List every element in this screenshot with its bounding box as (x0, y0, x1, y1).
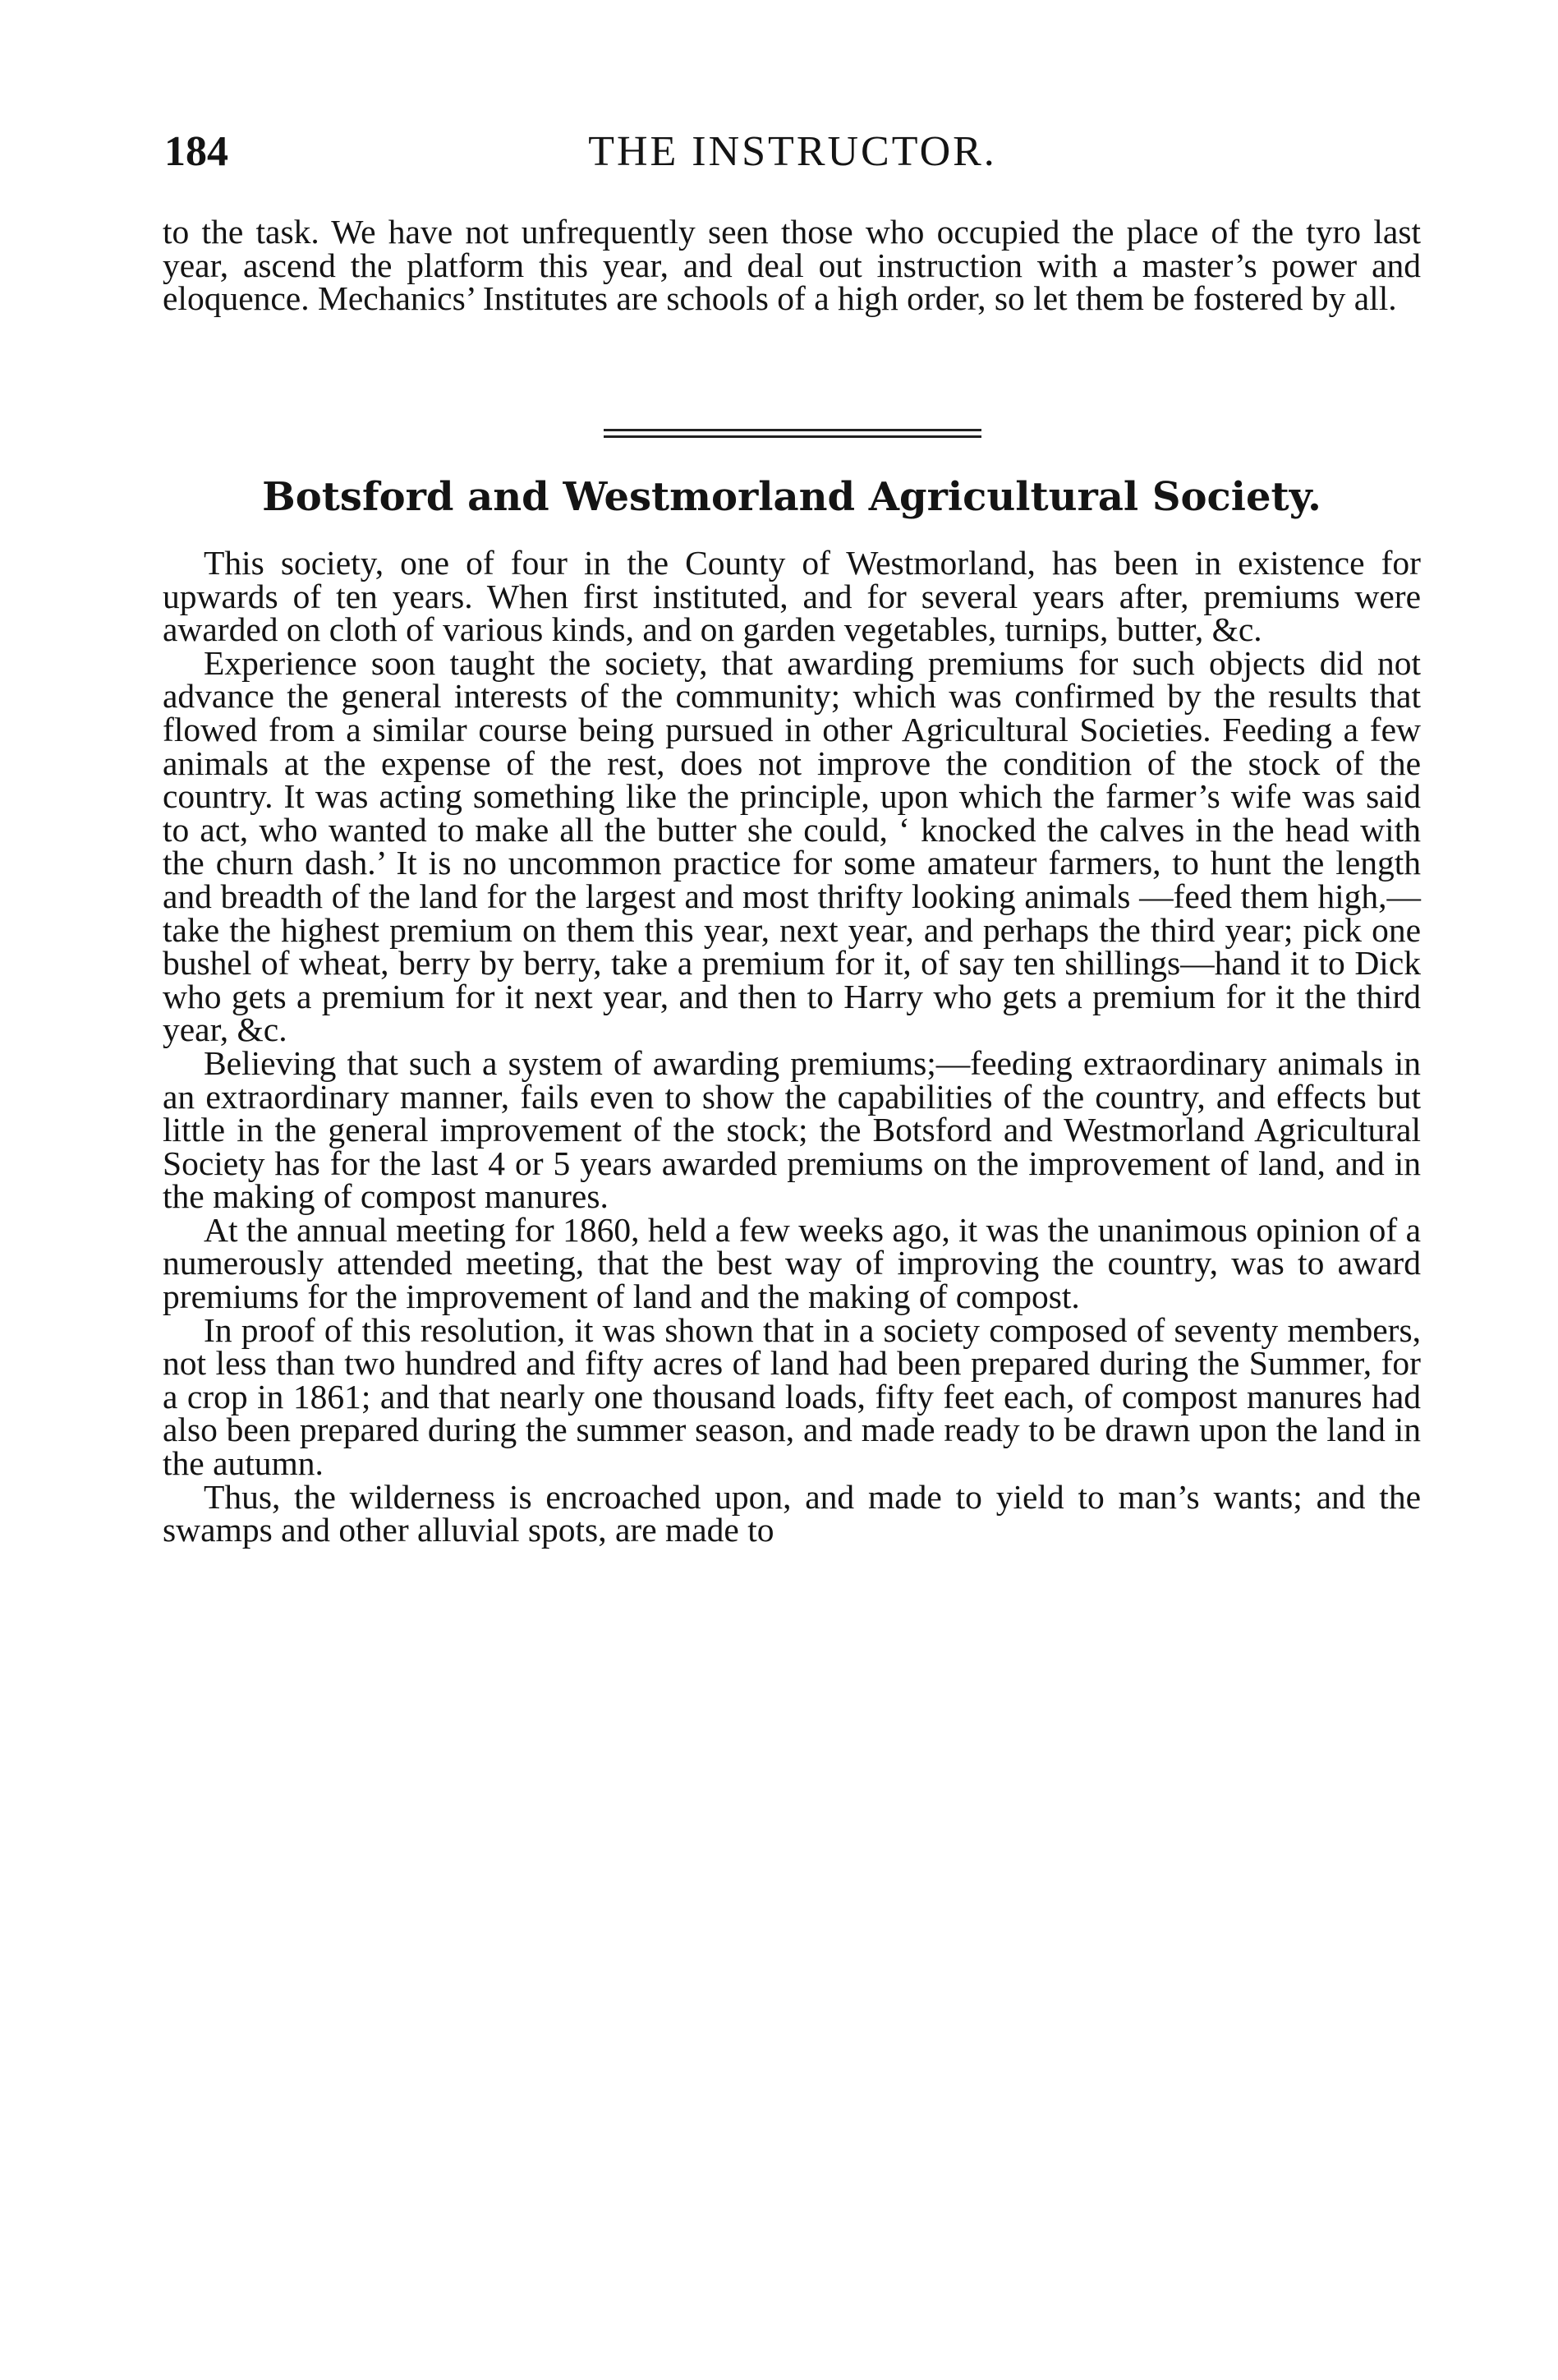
section-divider-bottom (604, 435, 981, 438)
article-paragraph: Believing that such a system of awarding premiums;—feeding extraordinary animals in an extraordinary manner, fails even to show the capabilities of the country, and effects but little in the general improvement of the stock; the Botsford and Westmorland Agricultural Society has for the last 4 or 5 years awarded premiums on the improvement of land, and in the making of compost manures. (163, 1043, 1421, 1216)
section-divider-top (604, 429, 981, 431)
page-header (164, 123, 1421, 181)
article-paragraph: At the annual meeting for 1860, held a few weeks ago, it was the unanimous opinion of a numerously attended meeting, that the best way of improving the country, was to award premiums for the improvement of land and the making of compost. (163, 1210, 1421, 1316)
page-number: 184 (164, 128, 228, 175)
article-paragraph: In proof of this resolution, it was shown that in a society composed of seventy members, not less than two hundred and fifty acres of land had been prepared during the Summer, for a crop in 1861; and that nearly one thousand loads, fifty feet each, of compost manures had also been prepared during the summer season, and made ready to be drawn upon the land in the autumn. (163, 1310, 1421, 1483)
running-title: THE INSTRUCTOR. (588, 128, 997, 175)
article-body (163, 546, 1421, 1547)
article-paragraph: Experience soon taught the society, that awarding premiums for such objects did not advance the general interests of the community; which was confirmed by the results that flowed from a similar course being pursued in other Agricultural Societies. Feeding a few animals at the expense of the rest, does not improve the condition of the stock of the country. It was acting something like the principle, upon which the farmer’s wife was said to act, who wanted to make all the butter she could, ‘ knocked the calves in the head with the churn dash.’ It is no uncommon practice for some amateur farmers, to hunt the length and breadth of the land for the largest and most thrifty looking animals —feed them high,—take the highest premium on them this year, next year, and perhaps the third year; pick one bushel of wheat, berry by berry, take a premium for it, of say ten shillings—hand it to Dick who gets a premium for it next year, and then to Harry who gets a premium for it the third year, &c. (163, 643, 1421, 1049)
article-title: Botsford and Westmorland Agricultural Society. (262, 474, 1321, 520)
article-paragraph: Thus, the wilderness is encroached upon, and made to yield to man’s wants; and the swamps and other alluvial spots, are made to (163, 1477, 1421, 1549)
article-paragraph: This society, one of four in the County of Westmorland, has been in existence for upwards of ten years. When first instituted, and for several years after, premiums were awarded on cloth of various kinds, and on garden vegetables, turnips, butter, &c. (163, 544, 1421, 649)
intro-paragraph: to the task. We have not unfrequently seen those who occupied the place of the tyro last year, ascend the platform this year, and deal out instruction with a master’s power and eloquence. Mechanics’ Institutes are schools of a high order, so let them be fostered by all. (163, 213, 1421, 318)
